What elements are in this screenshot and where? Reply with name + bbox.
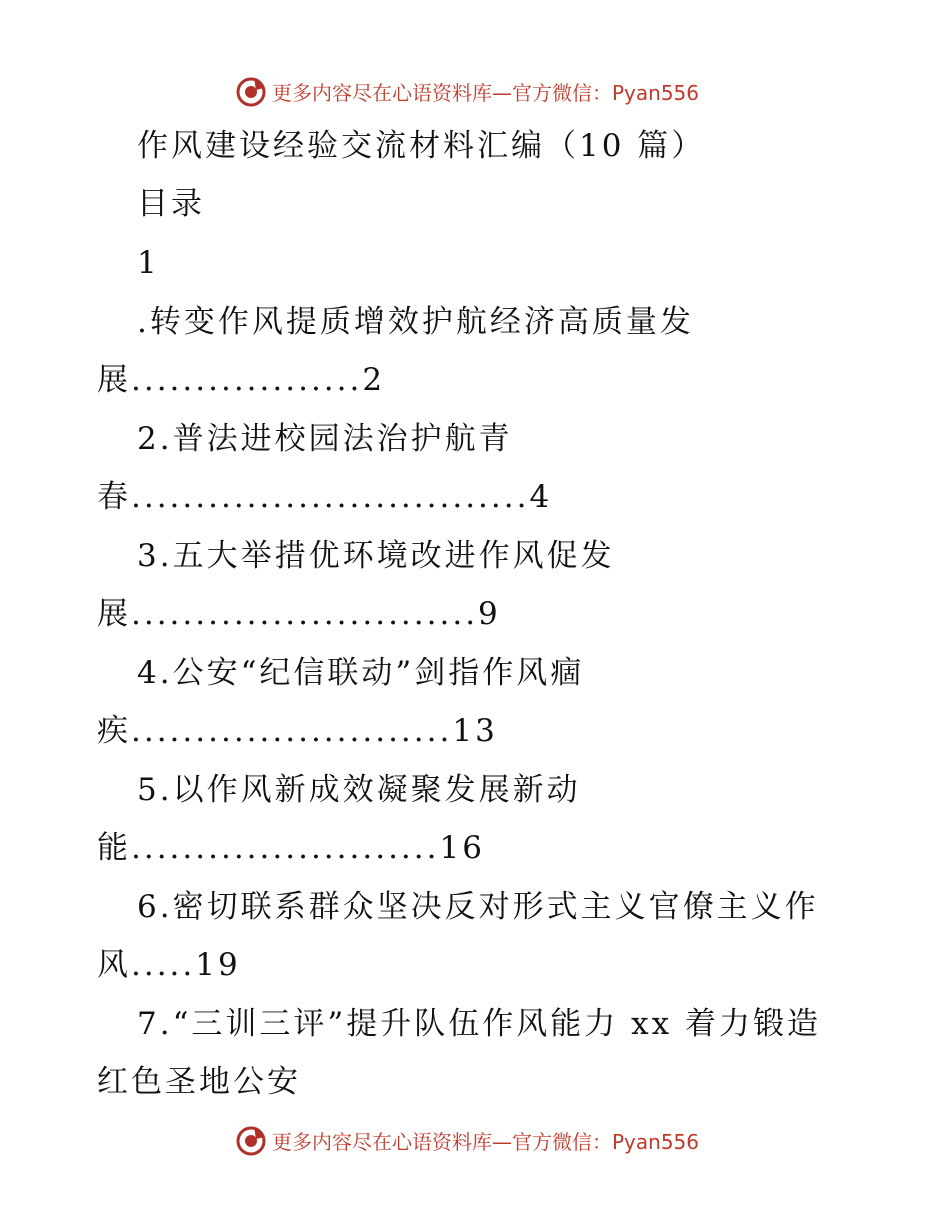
watermark-bottom	[234, 1120, 699, 1160]
toc-line: 疾.........................13	[97, 713, 498, 749]
toc-line: 展...........................9	[97, 596, 501, 632]
toc-line: 2.普法进校园法治护航青	[137, 421, 513, 457]
watermark-text: 更多内容尽在心语资料库—官方微信：Pyan556	[272, 80, 700, 105]
toc-line: .转变作风提质增效护航经济高质量发	[137, 304, 694, 340]
document-title: 作风建设经验交流材料汇编（10 篇）	[137, 128, 706, 164]
toc-line: 红色圣地公安	[97, 1064, 301, 1100]
toc-line: 6.密切联系群众坚决反对形式主义官僚主义作	[137, 889, 819, 925]
pen-logo-icon	[234, 1123, 268, 1157]
toc-line: 1	[137, 245, 160, 281]
toc-line: 风.....19	[97, 947, 241, 983]
toc-line: 展..................2	[97, 362, 386, 398]
toc-line: 春...............................4	[97, 479, 553, 515]
watermark-text: 更多内容尽在心语资料库—官方微信：Pyan556	[272, 1129, 700, 1154]
toc-line: 7.“三训三评”提升队伍作风能力 xx 着力锻造	[137, 1006, 821, 1042]
watermark-top	[234, 71, 699, 111]
toc-line: 3.五大举措优环境改进作风促发	[137, 538, 615, 574]
toc-heading: 目录	[137, 186, 205, 222]
toc-line: 5.以作风新成效凝聚发展新动	[137, 772, 581, 808]
toc-line: 4.公安“纪信联动”剑指作风痼	[137, 655, 585, 691]
toc-line: 能........................16	[97, 830, 485, 866]
pen-logo-icon	[234, 74, 268, 108]
